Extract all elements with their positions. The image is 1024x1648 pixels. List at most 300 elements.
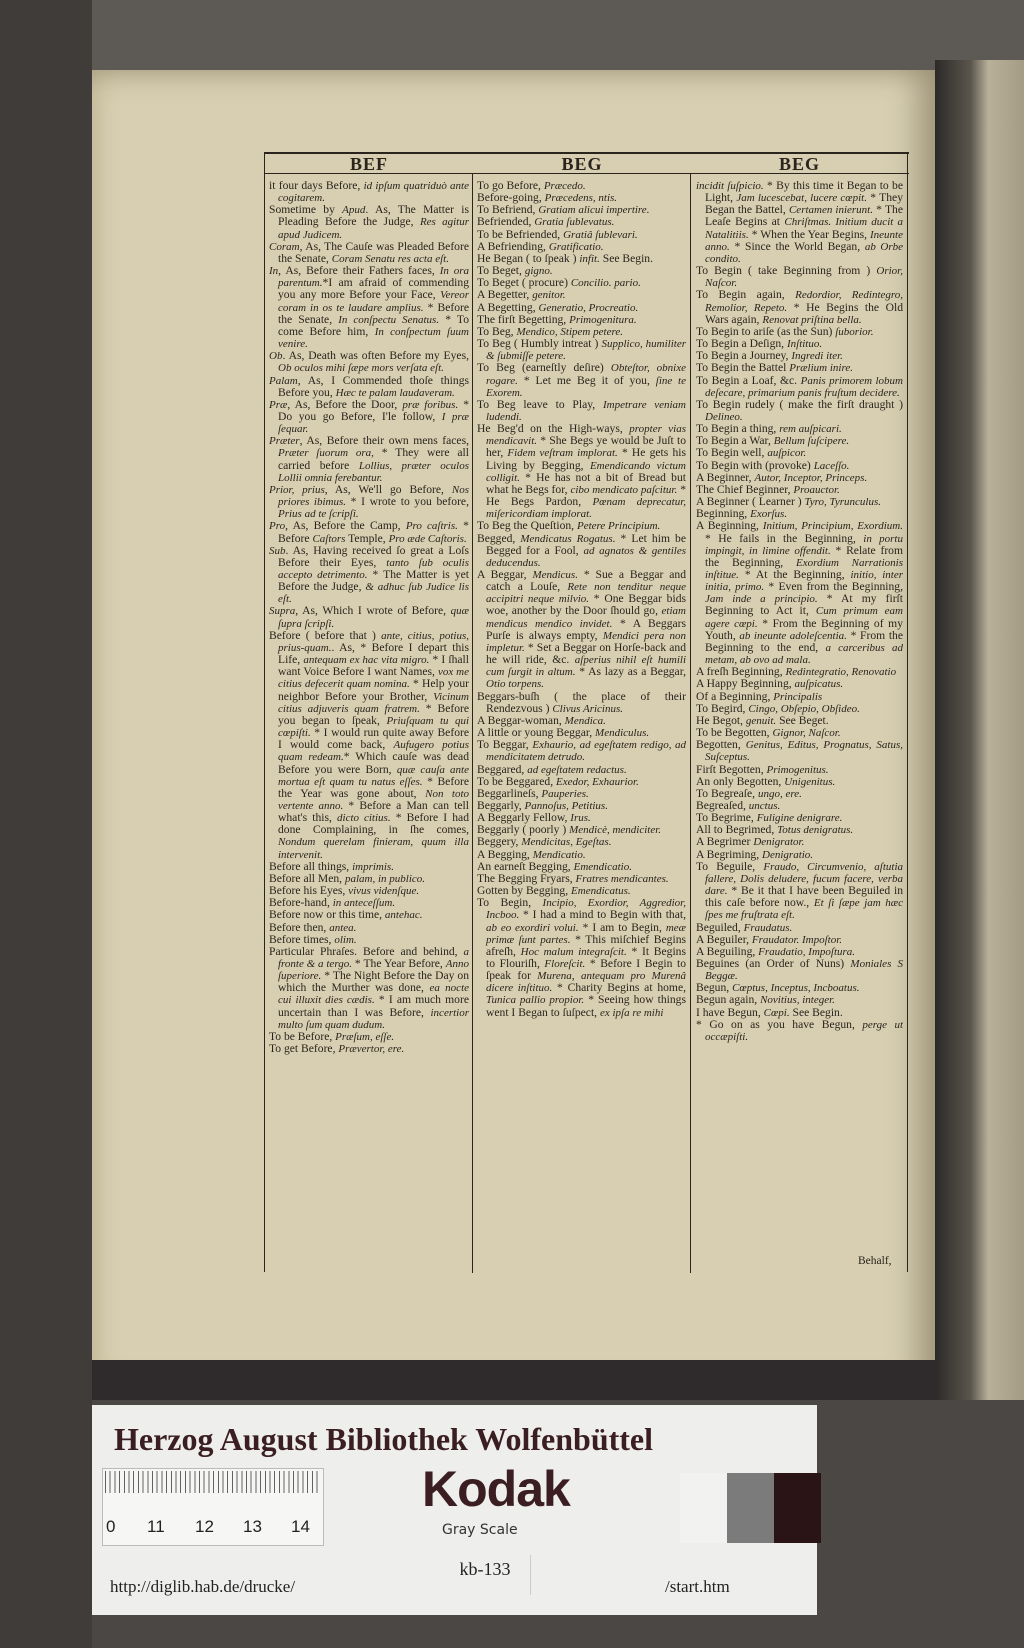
latin-translation: Obteſtor, obnixe rogare.: [486, 362, 686, 387]
latin-translation: Præ: [269, 398, 288, 411]
latin-translation: Supra: [269, 605, 296, 618]
latin-translation: Floreſcit.: [544, 958, 586, 970]
dictionary-entry: [477, 691, 686, 715]
dictionary-entry: [696, 399, 903, 423]
english-text: To Begin a Deſign,: [696, 337, 787, 351]
dictionary-entry: [477, 569, 686, 691]
latin-translation: Delineo.: [705, 410, 743, 423]
english-text: To go Before,: [477, 180, 544, 192]
latin-translation: In ora parentum.: [278, 265, 469, 290]
latin-translation: genuit.: [745, 714, 777, 727]
latin-translation: Fraudator. Impoſtor.: [751, 933, 843, 946]
latin-translation: tanto ſub oculis accepto detrimento.: [278, 556, 469, 581]
english-text: A little or young Beggar,: [477, 726, 596, 740]
dictionary-entry: [477, 897, 686, 1019]
latin-translation: Pro caſtris.: [405, 520, 458, 533]
latin-translation: Hæc te palam laudaveram.: [335, 386, 455, 399]
latin-translation: Vereor coram in os te laudare amplius.: [278, 289, 469, 314]
latin-translation: Nondum querelam finieram, quum illa intervenit.: [278, 836, 469, 861]
english-text: , As, Before their own mens faces,: [299, 434, 469, 448]
english-text: * At the Beginning,: [738, 568, 851, 581]
latin-translation: ea nocte cui illuxit dies cædis.: [278, 982, 469, 1007]
latin-translation: Mendicus.: [532, 569, 578, 581]
latin-translation: a fronte & a tergo.: [278, 945, 469, 970]
latin-translation: Gratificatio.: [548, 240, 604, 253]
english-text: Begotten,: [696, 738, 746, 752]
english-text: Beggars-buſh ( the place of their Rendezvous ): [477, 689, 686, 715]
dictionary-column: [477, 180, 686, 1270]
latin-translation: Prius ad te ſcripſi.: [278, 508, 359, 521]
english-text: * The Matter is yet Before the Judge,: [278, 568, 469, 594]
english-text: A Beginning,: [696, 519, 763, 533]
english-text: * This miſchief Begins afreſh,: [486, 932, 686, 958]
english-text: * It Begins to Flouriſh,: [486, 944, 686, 970]
english-text: To Beg leave to Play,: [477, 397, 603, 411]
latin-translation: In conſpectum ſuum venire.: [278, 325, 469, 351]
english-text: An earneſt Begging,: [477, 859, 574, 873]
english-text: * Be it that I have been Beguiled in this caſe before now.,: [705, 884, 903, 910]
english-text: Beggarly,: [477, 798, 525, 812]
english-text: * The Leaſe Begins at: [705, 203, 903, 229]
latin-translation: antequam pro Murenâ dicere inſtituo.: [486, 970, 686, 995]
latin-translation: Præcedo.: [543, 180, 586, 192]
english-text: To Begin a Loaf, &c.: [696, 373, 801, 387]
english-text: * Seeing how things went I Began to ſuſpect,: [486, 993, 686, 1019]
english-text: * They Began the Battel,: [705, 191, 903, 217]
latin-translation: Jam inde a principio.: [705, 593, 818, 606]
english-text: * She Begs ye would be Juſt to her,: [486, 434, 686, 460]
english-text: The firſt Begetting,: [477, 312, 570, 326]
latin-translation: ab ineunte adoleſcentia.: [739, 629, 847, 642]
latin-translation: Exorſus.: [750, 508, 788, 521]
english-text: . As, The Matter is Pleading Before the Judge,: [278, 203, 469, 229]
latin-translation: & adhuc ſub Judice lis eſt.: [278, 581, 469, 606]
latin-translation: In: [269, 265, 279, 278]
url-left: http://diglib.hab.de/drucke/: [110, 1577, 296, 1596]
scanner-background-left: [0, 0, 92, 1648]
latin-translation: antehac.: [384, 909, 423, 922]
latin-translation: Bellum ſuſcipere.: [773, 435, 850, 448]
latin-translation: Vicinum citius adjuveris quam fratrem.: [278, 690, 469, 715]
latin-translation: Concilio. pario.: [570, 277, 641, 290]
english-text: A Beginner ( Learner ): [696, 495, 805, 509]
latin-translation: Murena: [537, 970, 572, 983]
latin-translation: Gignor, Naſcor.: [772, 727, 841, 740]
latin-translation: Et ſi ſæpe jam hæc ſpes me fruſtrata eſt.: [705, 897, 903, 922]
english-text: Beguiled,: [696, 920, 744, 934]
book-binding: [935, 60, 1024, 1400]
english-text: A Happy Beginning,: [696, 677, 795, 691]
latin-translation: Denigratio.: [762, 848, 814, 861]
english-text: * Relate from the Beginning,: [705, 543, 903, 569]
english-text: * The Year Before,: [351, 957, 446, 970]
latin-translation: genitor.: [532, 289, 566, 302]
english-text: * Help your neighbor Before your Brother,: [278, 677, 469, 703]
latin-translation: Lollius, præter oculos Lollii omnia ferebantur.: [278, 459, 469, 484]
latin-translation: Renovat priſtina bella.: [762, 313, 862, 326]
english-text: * Do you go Before, I'le follow,: [278, 397, 469, 423]
english-text: To Begin again,: [696, 288, 796, 302]
latin-translation: Redordior, Redintegro, Remolior, Repeto.: [705, 289, 903, 314]
column-header: BEF: [349, 154, 388, 174]
latin-translation: Chriſtmas. Initium ducit a Natalitiis.: [705, 216, 903, 241]
latin-translation: rem auſpicari.: [779, 423, 842, 436]
english-text: Beginning,: [696, 507, 751, 521]
english-text: * They were all carried before: [278, 446, 469, 472]
english-text: Before-going,: [477, 191, 545, 205]
dictionary-entry: [269, 630, 469, 861]
english-text: Begged,: [477, 531, 521, 545]
english-text: * I am much more uncertain than I was Before,: [278, 993, 469, 1019]
latin-translation: Apud: [342, 204, 366, 217]
latin-translation: Præter: [269, 435, 300, 448]
dictionary-entry: [477, 423, 686, 520]
english-text: * From the Beginning to the end,: [705, 628, 903, 654]
english-text: To Beggar,: [477, 738, 533, 752]
english-text: * Before I Begin to ſpeak for: [486, 957, 686, 983]
english-text: * Before a Man can tell what's this,: [278, 798, 469, 825]
latin-translation: antea.: [329, 921, 357, 934]
latin-translation: ante, citius, potius, prius-quam.: [278, 629, 469, 654]
english-text: * When the Year Begins,: [748, 227, 871, 241]
english-text: I have Begun,: [696, 1005, 764, 1019]
column-header: BEG: [778, 154, 820, 174]
latin-translation: palam, in publico.: [344, 872, 426, 885]
english-text: * Before: [278, 519, 469, 545]
latin-translation: Principalis: [773, 690, 823, 703]
latin-translation: Prælium inire.: [789, 362, 853, 375]
latin-translation: olim.: [334, 933, 357, 946]
english-text: * Charity Begins at home,: [552, 981, 686, 995]
ruler-number: 11: [147, 1517, 165, 1536]
latin-translation: ex ipſa re mihi: [599, 1006, 664, 1019]
english-text: * I would run quite away Before I would come back,: [278, 726, 469, 752]
dictionary-entry: [269, 605, 469, 629]
latin-translation: Orior, Naſcor.: [705, 265, 903, 290]
left-rule: [264, 152, 265, 1272]
english-text: To Begin,: [477, 896, 543, 910]
dictionary-entry: [477, 739, 686, 763]
latin-translation: Coram: [269, 240, 300, 253]
dictionary-entry: [269, 350, 469, 374]
english-text: * I ſhall want Voice Before I want Names,: [278, 653, 469, 679]
scanner-background-top: [0, 0, 1024, 75]
english-text: To be Begotten,: [696, 726, 773, 740]
latin-translation: Gratia ſublevatus.: [534, 216, 615, 229]
english-text: To Begreaſe,: [696, 786, 758, 800]
latin-translation: Mendicè, mendiciter.: [569, 824, 662, 837]
english-text: Before then,: [269, 920, 330, 934]
latin-translation: Panis primorem lobum deſecare, primarium panis fruſtum decidere.: [705, 374, 903, 399]
latin-translation: Mendico, Stipem petere.: [516, 325, 623, 338]
english-text: . As, Having received ſo great a Loſs Before their Eyes,: [278, 543, 469, 569]
latin-translation: Exhaurio, ad egeſtatem redigo, ad mendicitatem detrudo.: [486, 739, 686, 764]
latin-translation: Præcedens, ntis.: [544, 192, 618, 205]
dictionary-entry: [696, 375, 903, 399]
english-text: A Beguiler,: [696, 932, 752, 946]
english-text: * From the Beginning of my Youth,: [705, 616, 903, 642]
english-text: To Begin with (provoke): [696, 458, 814, 472]
latin-translation: Tyro, Tyrunculus.: [804, 496, 881, 509]
latin-translation: Exedor, Exhaurior.: [556, 775, 639, 788]
latin-translation: Mendicitas, Egeſtas.: [521, 836, 612, 849]
dictionary-entry: [696, 180, 903, 265]
latin-translation: Totus denigratus.: [777, 824, 854, 837]
latin-translation: Non toto vertente anno.: [278, 787, 469, 812]
library-name: Herzog August Bibliothek Wolfenbüttel: [114, 1421, 654, 1457]
english-text: * I had a mind to Begin with that,: [519, 908, 686, 922]
dictionary-entry: [269, 435, 469, 484]
latin-translation: cibo mendicato paſcitur.: [570, 483, 678, 496]
ruler-number: 14: [291, 1517, 310, 1536]
english-text: , As, Before the Door,: [287, 397, 403, 411]
dictionary-entry: [269, 265, 469, 350]
latin-translation: Prior, prius: [269, 483, 325, 496]
latin-translation: Emendicando victum colligit.: [486, 459, 686, 484]
english-text: To Begin rudely ( make the firſt draught ): [696, 397, 903, 411]
dictionary-entry: [269, 375, 469, 399]
english-text: To Beg (earneſtly deſire): [477, 361, 611, 375]
catchword: Behalf,: [858, 1255, 892, 1267]
latin-translation: Fraudo, Circumvenio, aſtutia fallere, Dolis deludere, fucum facere, verba dare.: [705, 860, 903, 898]
english-text: * Go on as you have Begun,: [696, 1017, 863, 1031]
latin-translation: vox me citius defecerit quam nomina.: [278, 666, 469, 691]
latin-translation: Cœpi.: [763, 1006, 790, 1019]
english-text: * He Begs Pardon,: [486, 482, 686, 509]
latin-translation: Ineunte anno.: [705, 228, 903, 253]
latin-translation: præ foribus.: [402, 398, 459, 411]
latin-translation: Ingredi iter.: [791, 350, 843, 363]
ruler-ticks: [105, 1471, 319, 1493]
english-text: Beggery,: [477, 835, 522, 849]
english-text: * The Night Before the Day on which the Murther was done,: [278, 969, 469, 995]
latin-translation: Tunica pallio propior.: [486, 994, 585, 1007]
latin-translation: Irus.: [570, 812, 591, 825]
english-text: The Chief Beginner,: [696, 482, 794, 496]
dictionary-column: [696, 180, 903, 1270]
latin-translation: Pannoſus, Petitius.: [524, 799, 608, 812]
latin-translation: Moniales S Beggæ.: [705, 958, 903, 983]
dictionary-entry: [269, 241, 469, 265]
english-text: * At my firſt Beginning to Act it,: [705, 592, 903, 618]
latin-translation: quæ cauſa ante mortua eſt quam tu natus eſſes.: [278, 763, 469, 788]
dictionary-entry: [269, 399, 469, 435]
gray-swatch-gray: [727, 1473, 774, 1543]
english-text: An only Begotten,: [696, 774, 785, 788]
latin-translation: Impetrare veniam ludendi.: [486, 398, 686, 423]
latin-translation: Denigrator.: [753, 836, 805, 849]
english-text: To Beget,: [477, 264, 525, 278]
english-text: . As, Death was often Before my Eyes,: [282, 349, 469, 363]
english-text: A Beggarly Fellow,: [477, 811, 571, 825]
latin-translation: Caſtors: [312, 532, 346, 545]
english-text: A Beggar,: [477, 568, 533, 581]
latin-translation: Res agitur apud Judicem.: [278, 216, 469, 241]
latin-translation: ad agnatos & gentiles deducendus.: [486, 544, 686, 569]
dictionary-entry: [269, 484, 469, 520]
latin-translation: meæ primæ ſunt partes.: [486, 921, 686, 946]
latin-translation: infit.: [579, 252, 600, 265]
dictionary-entry: [477, 533, 686, 569]
english-text: Of a Beginning,: [696, 689, 774, 703]
english-text: The Begging Fryars,: [477, 871, 576, 885]
english-text: , As, I Commended thoſe things Before you,: [278, 373, 469, 399]
latin-translation: imprimis.: [352, 860, 394, 873]
latin-translation: antequam ex hac vita migro.: [303, 654, 430, 667]
latin-translation: Coram Senatu res acta eſt.: [331, 252, 449, 265]
latin-translation: vivus videnſque.: [348, 885, 420, 898]
english-text: He Began ( to ſpeak ): [477, 251, 580, 265]
dictionary-entry: [696, 861, 903, 922]
dictionary-entry: [477, 338, 686, 362]
dictionary-column: [269, 180, 469, 1270]
page-shadow: [92, 1360, 937, 1400]
english-text: * He has not a bit of Bread but what he Begs for,: [486, 470, 686, 496]
english-text: ,: [571, 969, 581, 983]
english-text: * He Begins the Old Wars again,: [705, 300, 903, 326]
latin-translation: Cœptus, Inceptus, Incboatus.: [732, 982, 860, 995]
english-text: Beguines (an Order of Nuns): [696, 957, 851, 970]
dictionary-entry: [696, 289, 903, 325]
latin-translation: unctus.: [748, 799, 781, 812]
english-text: Begun again,: [696, 993, 761, 1007]
latin-translation: Aufugero potius quam redeam.: [278, 739, 469, 764]
latin-translation: Primogenitus.: [766, 763, 829, 776]
ruler: [102, 1468, 324, 1546]
latin-translation: Hoc malum integraſcit.: [520, 945, 627, 958]
latin-translation: Anno ſuperiore.: [278, 958, 469, 983]
latin-translation: Mendicatus Rogatus.: [520, 532, 616, 545]
latin-translation: auſpicatus.: [794, 678, 844, 691]
latin-translation: Fraudatus.: [743, 921, 793, 934]
latin-translation: dicto citius.: [337, 812, 391, 825]
latin-translation: etiam mendicus mendico invidet.: [486, 605, 686, 630]
latin-translation: ungo, ere.: [757, 787, 802, 800]
english-text: * Let him be Begged for a Fool,: [486, 531, 686, 557]
ruler-number: 13: [243, 1517, 262, 1536]
gray-scale-label: Gray Scale: [442, 1522, 518, 1538]
latin-translation: Fratres mendicantes.: [575, 872, 669, 885]
english-text: All to Begrimed,: [696, 823, 778, 837]
latin-translation: Jam lucescebat, lucere cœpit.: [736, 192, 867, 205]
latin-translation: Mendiculus.: [595, 727, 650, 740]
ruler-number: 12: [195, 1517, 214, 1536]
english-text: A Beginner,: [696, 470, 755, 484]
latin-translation: Palam: [269, 374, 298, 387]
latin-translation: Pro: [269, 520, 286, 533]
latin-translation: in anteceſſum.: [332, 897, 396, 910]
english-text: * Before you began to ſpeak,: [278, 701, 469, 727]
english-text: To be Befriended,: [477, 227, 564, 241]
latin-translation: Autor, Inceptor, Princeps.: [754, 471, 868, 484]
english-text: Temple,: [345, 531, 389, 545]
english-text: *I am afraid of commending you any more Before your Face,: [278, 276, 469, 302]
latin-translation: Prævertor, ere.: [338, 1043, 405, 1056]
english-text: To Begin well,: [696, 446, 768, 460]
dictionary-entry: [269, 946, 469, 1031]
english-text: * Before the Year was gone about,: [278, 774, 469, 800]
latin-translation: ad egeſtatem redactus.: [527, 763, 627, 776]
english-text: Before ( before that ): [269, 628, 382, 642]
english-text: * Since the World Began,: [729, 239, 865, 253]
latin-translation: Novitius, integer.: [760, 994, 835, 1007]
english-text: To Beg ( Humbly intreat ): [477, 337, 602, 351]
english-text: it four days Before,: [269, 180, 364, 192]
english-text: * By this time it Began to be Light,: [705, 180, 903, 205]
ruler-number: 0: [106, 1517, 116, 1536]
english-text: Beggared,: [477, 762, 528, 776]
dictionary-entry: [269, 1043, 469, 1055]
latin-translation: Genitus, Editus, Prognatus, Satus, Suſceptus.: [705, 739, 903, 764]
english-text: , As, Before the Camp,: [285, 519, 406, 533]
english-text: * He fails in the Beginning,: [705, 531, 864, 545]
latin-translation: in portu impingit, in limine offendit.: [705, 532, 903, 557]
english-text: A freſh Beginning,: [696, 665, 786, 679]
english-text: * Before the Senate,: [278, 300, 469, 326]
latin-translation: Pœnam deprecatur, miſericordiam implorat.: [486, 496, 686, 521]
gray-swatch-white: [680, 1473, 727, 1543]
dictionary-entry: [696, 958, 903, 982]
english-text: Befriended,: [477, 215, 535, 229]
kodak-logo: Kodak: [422, 1461, 570, 1517]
latin-translation: Emendicatus.: [571, 885, 631, 898]
english-text: To Begrime,: [696, 811, 757, 825]
english-text: To get Before,: [269, 1042, 339, 1056]
dictionary-entry: [696, 739, 903, 763]
dictionary-entry: [269, 204, 469, 240]
english-text: To be Before,: [269, 1029, 336, 1043]
latin-translation: ſine te Exorem.: [486, 374, 686, 399]
latin-translation: Præſum, eſſe.: [335, 1030, 395, 1043]
english-text: To Begin the Battel: [696, 361, 790, 375]
dictionary-entry: [477, 399, 686, 423]
latin-translation: Inſtituo.: [786, 338, 823, 351]
english-text: A Befriending,: [477, 239, 549, 253]
latin-translation: Gratiâ ſublevari.: [563, 228, 638, 241]
latin-translation: Fuligine denigrare.: [756, 812, 843, 825]
latin-translation: Laceſſo.: [813, 459, 850, 472]
english-text: , As, The Cauſe was Pleaded Before the Senate,: [278, 239, 469, 265]
english-text: * Before I had done Complaining, in ſhe comes,: [278, 811, 469, 837]
latin-translation: Supplico, humiliter & ſubmiſſe petere.: [486, 338, 686, 363]
english-text: * He gets his Living by Begging,: [486, 446, 686, 472]
latin-translation: Nos priores ibimus.: [278, 483, 469, 509]
latin-translation: Primogenitura.: [569, 313, 637, 326]
dictionary-entry: [269, 180, 469, 204]
dictionary-entry: [477, 362, 686, 398]
latin-translation: Præter ſuorum ora,: [278, 447, 374, 460]
latin-translation: I præ ſequar.: [278, 410, 469, 436]
english-text: A Begetting,: [477, 300, 539, 314]
dictionary-entry: [696, 265, 903, 289]
english-text: Gotten by Begging,: [477, 884, 572, 898]
latin-translation: id ipſum quatriduò ante cogitarem.: [278, 180, 469, 205]
column-header: BEG: [561, 154, 603, 174]
latin-translation: Ob oculos mihi ſæpe mors verſata eſt.: [278, 362, 444, 375]
latin-translation: Certamen inierunt.: [788, 204, 873, 217]
english-text: To Beg,: [477, 324, 517, 338]
latin-translation: Fraudatio, Impoſtura.: [758, 945, 856, 958]
english-text: Beggarlineſs,: [477, 786, 542, 800]
gray-swatch-black: [774, 1473, 821, 1543]
latin-translation: gigno.: [524, 265, 553, 278]
english-text: To Begin to ariſe (as the Sun): [696, 324, 836, 338]
latin-translation: Mendicatio.: [532, 848, 586, 861]
english-text: To be Beggared,: [477, 774, 557, 788]
latin-translation: incertior multo ſum quam dudum.: [278, 1006, 469, 1031]
english-text: See Begin.: [789, 1005, 843, 1019]
right-rule: [907, 152, 908, 1272]
